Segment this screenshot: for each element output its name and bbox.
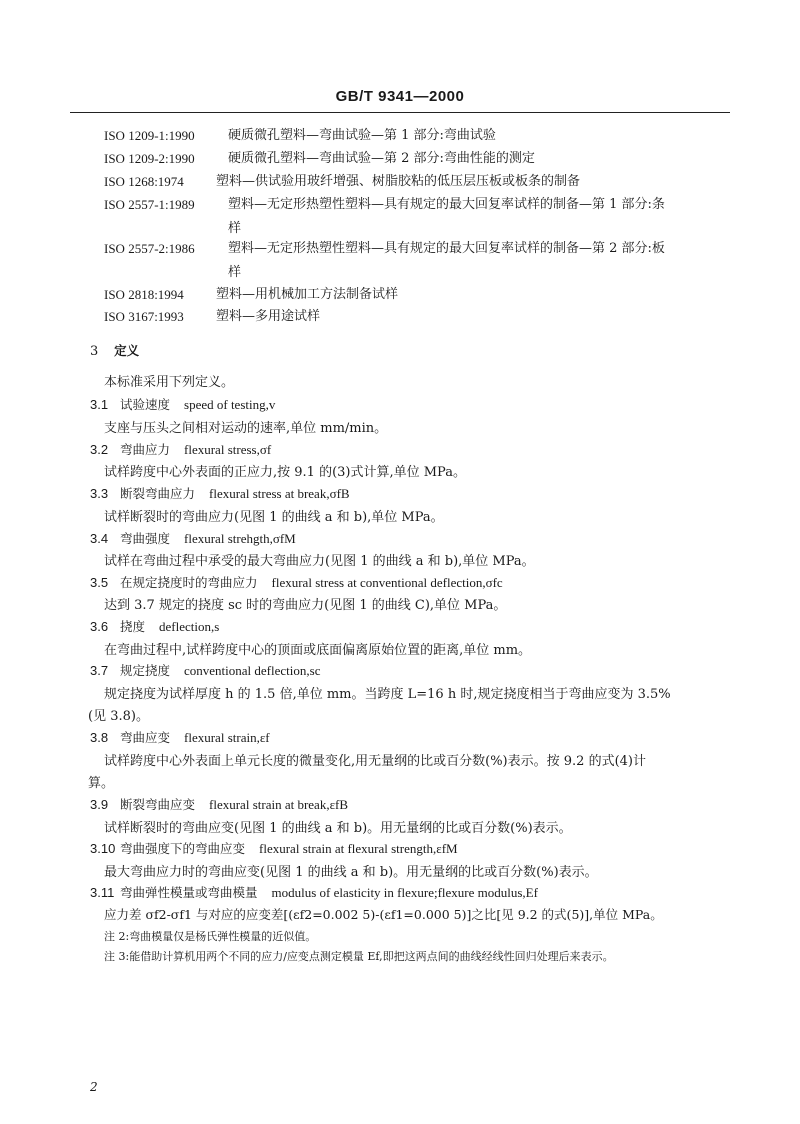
term-zh: 规定挠度 <box>120 663 171 678</box>
reference-item <box>104 240 665 259</box>
definition-number: 3.8 <box>90 730 109 745</box>
definition-body: 试样跨度中心外表面上单元长度的微量变化,用无量纲的比或百分数(%)表示。按 9.2 的式(4)计 <box>104 754 646 769</box>
term-en: modulus of elasticity in flexure;flexure modulus,Ef <box>271 885 538 900</box>
term-zh: 断裂弯曲应力 <box>120 486 196 501</box>
term-en: flexural stress at break,σfB <box>209 486 350 501</box>
definition-term <box>90 617 219 635</box>
definition-body: 应力差 σf2-σf1 与对应的应变差[(εf2=0.002 5)-(εf1=0.000 5)]之比[见 9.2 的式(5)],单位 MPa。 <box>104 907 663 922</box>
definition-body: 达到 3.7 规定的挠度 sc 时的弯曲应力(见图 1 的曲线 C),单位 MPa。 <box>104 598 507 613</box>
reference-item <box>104 286 399 305</box>
term-zh: 弯曲弹性模量或弯曲模量 <box>120 885 258 900</box>
section-intro: 本标准采用下列定义。 <box>104 375 235 390</box>
term-en: flexural strehgth,σfM <box>184 531 296 546</box>
definition-body-continuation: (见 3.8)。 <box>88 709 149 724</box>
reference-code: ISO 3167:1993 <box>104 309 184 324</box>
definition-number: 3.6 <box>90 619 109 634</box>
definition-term <box>90 484 350 502</box>
term-en: flexural strain at break,εfB <box>209 797 349 812</box>
definition-term <box>90 573 503 591</box>
term-zh: 试验速度 <box>120 397 171 412</box>
definition-number: 3.4 <box>90 531 109 546</box>
reference-title-continuation: 样 <box>228 265 242 280</box>
term-zh: 弯曲强度下的弯曲应变 <box>120 841 246 856</box>
definition-term <box>90 529 296 547</box>
reference-title: 塑料—用机械加工方法制备试样 <box>216 287 399 302</box>
term-en: speed of testing,v <box>184 397 276 412</box>
reference-code: ISO 1209-1:1990 <box>104 128 195 143</box>
term-en: flexural stress,σf <box>184 442 272 457</box>
term-en: flexural strain,εf <box>184 730 270 745</box>
reference-title: 硬质微孔塑料—弯曲试验—第 1 部分:弯曲试验 <box>228 128 496 143</box>
reference-code: ISO 1268:1974 <box>104 174 184 189</box>
definition-term <box>90 395 275 413</box>
note: 注 3:能借助计算机用两个不同的应力/应变点测定模量 Ef,即把这两点间的曲线经线性回归处理后来表示。 <box>104 950 614 963</box>
standard-header: GB/T 9341—2000 <box>335 88 465 105</box>
definition-body: 试样断裂时的弯曲应变(见图 1 的曲线 a 和 b)。用无量纲的比或百分数(%)表示。 <box>104 821 572 836</box>
reference-title-continuation: 样 <box>228 221 242 236</box>
definition-term <box>90 661 320 679</box>
definition-term <box>90 883 538 901</box>
definition-term <box>90 839 458 857</box>
reference-title: 塑料—无定形热塑性塑料—具有规定的最大回复率试样的制备—第 1 部分:条 <box>228 197 665 212</box>
definition-number: 3.9 <box>90 797 109 812</box>
reference-code: ISO 2557-1:1989 <box>104 197 195 212</box>
definition-body-continuation: 算。 <box>88 776 115 791</box>
term-en: deflection,s <box>159 619 220 634</box>
definition-body: 支座与压头之间相对运动的速率,单位 mm/min。 <box>104 421 388 436</box>
term-en: flexural stress at conventional deflection,σfc <box>271 575 503 590</box>
term-zh: 挠度 <box>120 619 146 634</box>
definition-number: 3.11 <box>90 885 115 900</box>
section-heading <box>90 341 139 359</box>
note: 注 2:弯曲模量仅是杨氏弹性模量的近似值。 <box>104 930 317 943</box>
reference-item <box>104 308 321 327</box>
definition-body: 规定挠度为试样厚度 h 的 1.5 倍,单位 mm。当跨度 L=16 h 时,规定挠度相当于弯曲应变为 3.5% <box>104 687 671 702</box>
page-number: 2 <box>90 1080 98 1094</box>
reference-code: ISO 1209-2:1990 <box>104 151 195 166</box>
definition-number: 3.2 <box>90 442 109 457</box>
definition-number: 3.7 <box>90 663 109 678</box>
definition-body: 试样断裂时的弯曲应力(见图 1 的曲线 a 和 b),单位 MPa。 <box>104 510 444 525</box>
definition-body: 试样跨度中心外表面的正应力,按 9.1 的(3)式计算,单位 MPa。 <box>104 465 466 480</box>
definition-number: 3.10 <box>90 841 116 856</box>
reference-item <box>104 173 581 192</box>
term-zh: 弯曲应力 <box>120 442 171 457</box>
reference-item <box>104 150 535 169</box>
definition-term <box>90 795 348 813</box>
reference-title: 硬质微孔塑料—弯曲试验—第 2 部分:弯曲性能的测定 <box>228 151 535 166</box>
reference-item <box>104 196 665 215</box>
definition-body: 试样在弯曲过程中承受的最大弯曲应力(见图 1 的曲线 a 和 b),单位 MPa。 <box>104 554 535 569</box>
definition-number: 3.5 <box>90 575 109 590</box>
reference-code: ISO 2557-2:1986 <box>104 241 195 256</box>
reference-title: 塑料—多用途试样 <box>216 309 321 324</box>
reference-title: 塑料—供试验用玻纤增强、树脂胶粘的低压层压板或板条的制备 <box>216 174 581 189</box>
term-en: conventional deflection,sc <box>184 663 321 678</box>
term-zh: 弯曲强度 <box>120 531 171 546</box>
term-en: flexural strain at flexural strength,εfM <box>259 841 458 856</box>
term-zh: 弯曲应变 <box>120 730 171 745</box>
term-zh: 在规定挠度时的弯曲应力 <box>120 575 258 590</box>
term-zh: 断裂弯曲应变 <box>120 797 196 812</box>
definition-body: 在弯曲过程中,试样跨度中心的顶面或底面偏离原始位置的距离,单位 mm。 <box>104 643 532 658</box>
definition-body: 最大弯曲应力时的弯曲应变(见图 1 的曲线 a 和 b)。用无量纲的比或百分数(%)表示。 <box>104 865 598 880</box>
definition-number: 3.1 <box>90 397 109 412</box>
definition-number: 3.3 <box>90 486 109 501</box>
reference-item <box>104 127 496 146</box>
definition-term <box>90 440 271 458</box>
section-title: 定义 <box>114 343 140 358</box>
reference-title: 塑料—无定形热塑性塑料—具有规定的最大回复率试样的制备—第 2 部分:板 <box>228 241 665 256</box>
definition-term <box>90 728 270 746</box>
header-rule <box>70 112 730 113</box>
reference-code: ISO 2818:1994 <box>104 287 184 302</box>
section-number: 3 <box>90 344 99 359</box>
